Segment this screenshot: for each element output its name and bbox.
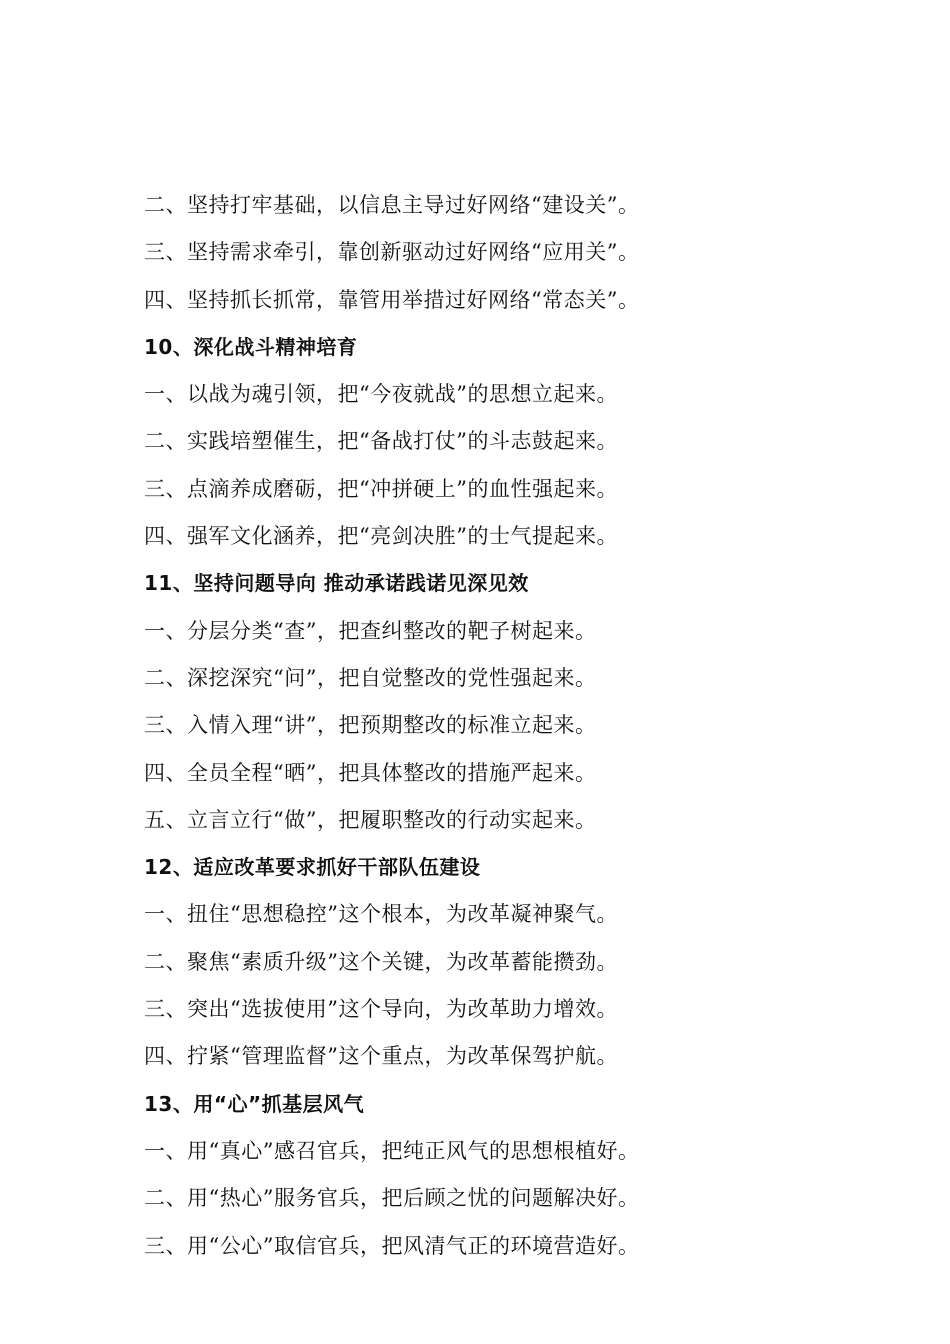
list-item: 四、拧紧“管理监督”这个重点，为改革保驾护航。 (144, 1044, 618, 1069)
list-item: 一、以战为魂引领，把“今夜就战”的思想立起来。 (144, 382, 618, 407)
list-item: 三、坚持需求牵引，靠创新驱动过好网络“应用关”。 (144, 240, 640, 265)
list-item: 三、入情入理“讲”，把预期整改的标准立起来。 (144, 713, 597, 738)
list-item: 一、分层分类“查”，把查纠整改的靶子树起来。 (144, 618, 597, 643)
list-item: 四、强军文化涵养，把“亮剑决胜”的士气提起来。 (144, 524, 618, 549)
list-item: 三、突出“选拔使用”这个导向，为改革助力增效。 (144, 997, 618, 1022)
list-item: 一、扭住“思想稳控”这个根本，为改革凝神聚气。 (144, 902, 618, 927)
list-item: 三、点滴养成磨砺，把“冲拼硬上”的血性强起来。 (144, 476, 618, 501)
list-item: 一、用“真心”感召官兵，把纯正风气的思想根植好。 (144, 1138, 640, 1163)
list-item: 五、立言立行“做”，把履职整改的行动实起来。 (144, 807, 597, 832)
list-item: 四、坚持抓长抓常，靠管用举措过好网络“常态关”。 (144, 287, 640, 312)
list-item: 二、聚焦“素质升级”这个关键，为改革蓄能攒劲。 (144, 949, 618, 974)
section-heading: 10、深化战斗精神培育 (144, 334, 358, 359)
section-heading: 12、适应改革要求抓好干部队伍建设 (144, 855, 481, 880)
list-item: 二、坚持打牢基础，以信息主导过好网络“建设关”。 (144, 193, 640, 217)
list-item: 二、用“热心”服务官兵，把后顾之忧的问题解决好。 (144, 1186, 640, 1211)
list-item: 四、全员全程“晒”，把具体整改的措施严起来。 (144, 760, 597, 785)
list-item: 二、实践培塑催生，把“备战打仗”的斗志鼓起来。 (144, 429, 618, 454)
section-heading: 13、用“心”抓基层风气 (144, 1091, 365, 1116)
list-item: 二、深挖深究“问”，把自觉整改的党性强起来。 (144, 665, 597, 690)
document-body (144, 182, 864, 1270)
section-heading: 11、坚持问题导向 推动承诺践诺见深见效 (144, 571, 529, 596)
list-item: 三、用“公心”取信官兵，把风清气正的环境营造好。 (144, 1233, 640, 1258)
